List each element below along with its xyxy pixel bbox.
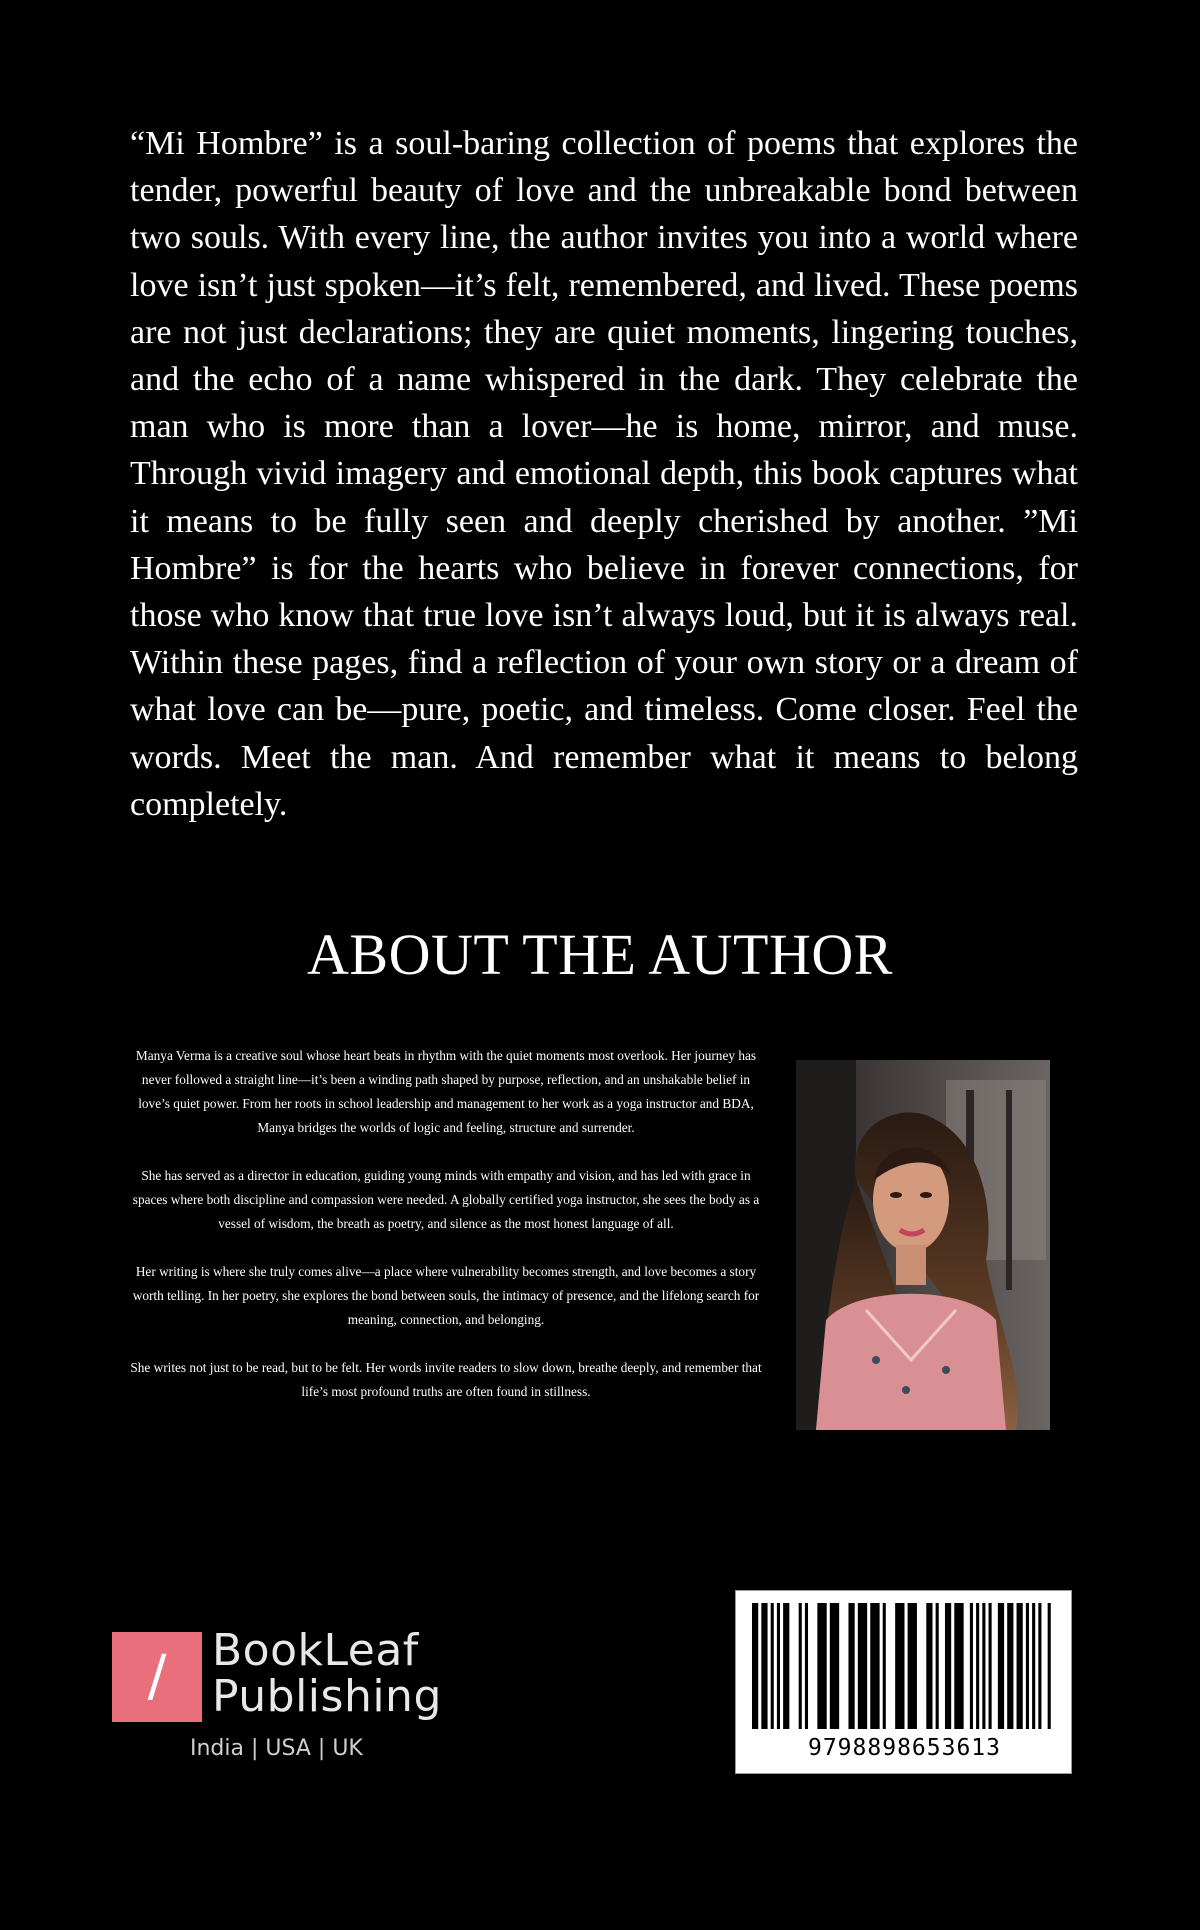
barcode-bar <box>848 1603 854 1729</box>
barcode-bar <box>799 1603 802 1729</box>
barcode-bar <box>989 1603 992 1729</box>
barcode-bar <box>805 1603 808 1729</box>
barcode-bar <box>1007 1603 1013 1729</box>
barcode-bar <box>936 1603 939 1729</box>
publisher-logo <box>112 1625 472 1768</box>
back-cover-blurb: “Mi Hombre” is a soul-baring collection of poems that explores the tender, powerful beauty of love and the unbreakable bond between two souls. With every line, the author invites you into a world where love isn’t just spoken—it’s felt, remembered, and lived. These poems are not just declarations; they are quiet moments, lingering touches, and the echo of a name whispered in the dark. They celebrate the man who is more than a lover—he is home, mirror, and muse. Through vivid imagery and emotional depth, this book captures what it means to be fully seen and deeply cherished by another. ”Mi Hombre” is for the hearts who believe in forever connections, for those who know that true love isn’t always loud, but it is always real. Within these pages, find a reflection of your own story or a dream of what love can be—pure, poetic, and timeless. Come closer. Feel the words. Meet the man. And remember what it means to belong completely. <box>130 125 1078 823</box>
bio-paragraph: Manya Verma is a creative soul whose heart beats in rhythm with the quiet moments most overlook. Her journey has never followed a straight line—it’s been a winding path shaped by purpose, reflection, and an unshakable belief in love’s quiet power. From her roots in school leadership and management to her work as a yoga instructor and BDA, Manya bridges the worlds of logic and feeling, structure and surrender. <box>135 1048 757 1135</box>
barcode-bar <box>926 1603 932 1729</box>
barcode-bar <box>858 1603 867 1729</box>
barcode-bar <box>817 1603 826 1729</box>
publisher-name <box>212 1625 442 1722</box>
barcode-bar <box>771 1603 774 1729</box>
barcode-bar <box>998 1603 1004 1729</box>
barcode-bar <box>1017 1603 1023 1729</box>
author-bio <box>126 1044 766 1428</box>
publisher-name-line1: BookLeaf <box>212 1625 419 1676</box>
barcode-bar <box>954 1603 963 1729</box>
barcode-bar <box>777 1603 780 1729</box>
barcode-bar <box>752 1603 758 1729</box>
barcode-bar <box>761 1603 767 1729</box>
bio-paragraph: She has served as a director in education, guiding young minds with empathy and vision, and has led with grace in spaces where both discipline and compassion were needed. A globally certified yoga instructor, she sees the body as a vessel of wisdom, the breath as poetry, and silence as the most honest language of all. <box>132 1168 760 1231</box>
barcode-bar <box>783 1603 789 1729</box>
author-portrait-illustration <box>796 1060 1050 1430</box>
barcode-bar <box>830 1603 839 1729</box>
barcode-bar <box>982 1603 985 1729</box>
bio-paragraph: She writes not just to be read, but to be felt. Her words invite readers to slow down, breathe deeply, and remember that life’s most profound truths are often found in stillness. <box>130 1360 762 1399</box>
slash-icon: / <box>147 1644 167 1709</box>
barcode-bar <box>1038 1603 1041 1729</box>
barcode-bar <box>945 1603 951 1729</box>
bio-paragraph: Her writing is where she truly comes alive—a place where vulnerability becomes strength, and love becomes a story worth telling. In her poetry, she explores the bond between souls, the intimacy of presence, and the lifelong search for meaning, connection, and belonging. <box>132 1264 760 1327</box>
barcode-bar <box>870 1603 879 1729</box>
barcode-bar <box>1026 1603 1029 1729</box>
isbn-barcode <box>735 1590 1072 1774</box>
barcode-bar <box>1032 1603 1035 1729</box>
publisher-name-line2: Publishing <box>212 1671 442 1722</box>
barcode-bar <box>883 1603 886 1729</box>
publisher-regions: India | USA | UK <box>190 1736 363 1761</box>
author-photo <box>796 1060 1050 1430</box>
about-author-heading: ABOUT THE AUTHOR <box>307 922 893 987</box>
barcode-bar <box>970 1603 973 1729</box>
barcode-bar <box>976 1603 979 1729</box>
publisher-logo-mark <box>112 1632 202 1722</box>
barcode-bar <box>908 1603 917 1729</box>
isbn-number: 9798898653613 <box>807 1735 1001 1761</box>
barcode-bar <box>1048 1603 1051 1729</box>
barcode-bar <box>895 1603 904 1729</box>
barcode-icon <box>752 1603 1057 1733</box>
